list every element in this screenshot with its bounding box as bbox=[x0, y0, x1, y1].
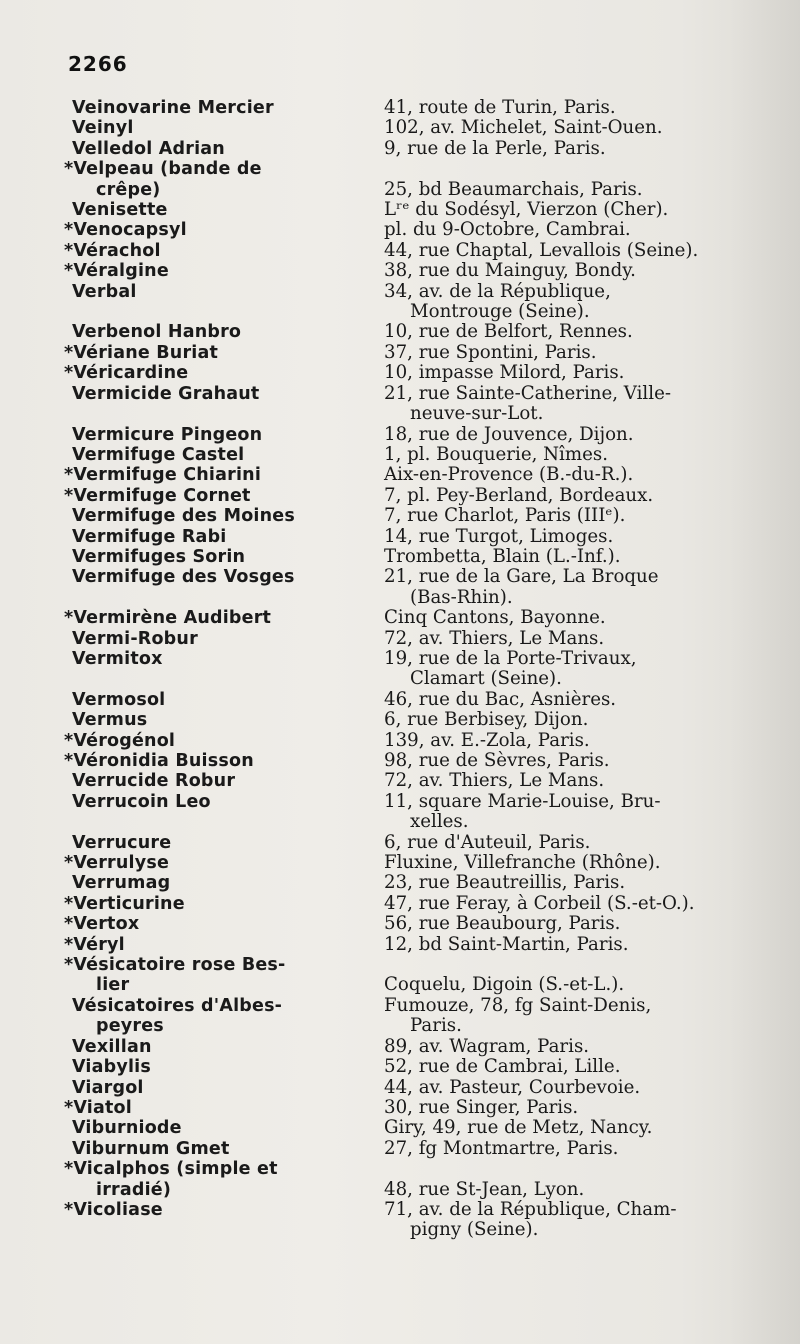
directory-entry bbox=[72, 98, 732, 118]
address-line: 41, route de Turin, Paris. bbox=[384, 97, 616, 118]
address-line: 56, rue Beaubourg, Paris. bbox=[384, 913, 621, 935]
entry-address bbox=[384, 1139, 732, 1159]
address-line: 1, pl. Bouquerie, Nîmes. bbox=[384, 443, 608, 465]
entry-address bbox=[384, 1118, 732, 1138]
entry-name: Verrucure bbox=[72, 832, 172, 853]
entry-name: *Velpeau (bande de bbox=[64, 159, 262, 180]
entry-name: Verrucoin Leo bbox=[72, 791, 211, 812]
directory-entry bbox=[64, 159, 732, 180]
entry-name: Verbenol Hanbro bbox=[72, 322, 242, 343]
entry-name: *Vérachol bbox=[64, 240, 161, 261]
entry-address bbox=[384, 445, 732, 465]
entry-name: *Véralgine bbox=[64, 261, 169, 282]
entry-address bbox=[384, 833, 732, 853]
entry-name: *Viatol bbox=[64, 1097, 132, 1118]
entry-address bbox=[384, 1057, 732, 1077]
address-continuation: Montrouge (Seine). bbox=[410, 301, 590, 323]
address-line: 47, rue Feray, à Corbeil (S.-et-O.). bbox=[384, 892, 695, 914]
address-line: 98, rue de Sèvres, Paris. bbox=[384, 750, 610, 771]
address-line: 10, impasse Milord, Paris. bbox=[384, 362, 625, 384]
directory-entry bbox=[64, 1159, 732, 1180]
entry-name: Vermus bbox=[72, 710, 148, 731]
address-line: 71, av. de la République, Cham- bbox=[384, 1198, 677, 1220]
entry-address bbox=[384, 241, 732, 261]
entry-address bbox=[384, 771, 732, 791]
entry-address bbox=[384, 629, 732, 649]
entry-address bbox=[384, 159, 732, 179]
entry-address bbox=[384, 118, 732, 138]
entry-name: *Véronidia Buisson bbox=[64, 751, 254, 771]
entry-address bbox=[384, 649, 732, 690]
entry-name: *Vermirène Audibert bbox=[64, 608, 272, 629]
entry-name: Vermifuge des Vosges bbox=[72, 567, 295, 588]
entry-name: Viburniode bbox=[72, 1118, 182, 1139]
directory-entry bbox=[64, 341, 732, 363]
directory-entry bbox=[72, 118, 732, 138]
entry-address bbox=[384, 1078, 732, 1098]
address-line: Lʳᵉ du Sodésyl, Vierzon (Cher). bbox=[384, 199, 669, 221]
address-line: 37, rue Spontini, Paris. bbox=[384, 341, 597, 363]
entry-address bbox=[384, 139, 732, 159]
directory-entry bbox=[72, 139, 732, 159]
address-line bbox=[384, 159, 732, 179]
address-line: 44, rue Chaptal, Levallois (Seine). bbox=[384, 239, 699, 261]
entry-name: Vésicatoires d'Albes- bbox=[72, 995, 283, 1016]
directory-entry bbox=[72, 384, 732, 425]
address-line: 139, av. E.-Zola, Paris. bbox=[384, 729, 590, 751]
directory-entry bbox=[72, 629, 732, 649]
entry-name: *Véryl bbox=[64, 934, 125, 955]
entry-name: Vermifuge Rabi bbox=[72, 526, 227, 547]
entry-name: Viargol bbox=[72, 1077, 144, 1098]
entry-list bbox=[64, 97, 732, 1241]
directory-entry bbox=[72, 1118, 732, 1138]
entry-name: Vermifuges Sorin bbox=[72, 546, 246, 567]
address-line: 7, pl. Pey-Berland, Bordeaux. bbox=[384, 484, 654, 506]
entry-name: Venisette bbox=[72, 200, 168, 221]
address-line: Cinq Cantons, Bayonne. bbox=[384, 607, 606, 629]
entry-name: lier bbox=[96, 975, 130, 996]
entry-address bbox=[384, 1159, 732, 1179]
address-continuation: xelles. bbox=[410, 811, 469, 833]
entry-address bbox=[384, 935, 732, 955]
directory-entry bbox=[72, 873, 732, 893]
directory-entry bbox=[72, 996, 732, 1016]
directory-entry bbox=[72, 527, 732, 547]
address-line: 6, rue d'Auteuil, Paris. bbox=[384, 831, 591, 853]
directory-entry bbox=[72, 506, 732, 526]
directory-entry bbox=[64, 362, 732, 384]
address-line: 23, rue Beautreillis, Paris. bbox=[384, 872, 626, 894]
address-line: 11, square Marie-Louise, Bru- bbox=[384, 790, 661, 812]
entry-name: Vermifuge Castel bbox=[72, 444, 245, 465]
entry-name: peyres bbox=[96, 1016, 164, 1037]
entry-address bbox=[384, 322, 732, 342]
directory-entry bbox=[72, 649, 732, 690]
entry-name: *Verticurine bbox=[64, 893, 185, 914]
entry-address bbox=[384, 180, 732, 200]
entry-address bbox=[384, 567, 732, 608]
address-line: 25, bd Beaumarchais, Paris. bbox=[384, 178, 643, 200]
address-line bbox=[384, 1159, 732, 1179]
directory-entry bbox=[72, 322, 732, 342]
directory-entry bbox=[64, 239, 732, 261]
directory-entry bbox=[72, 690, 732, 710]
directory-entry bbox=[72, 1078, 732, 1098]
entry-address bbox=[384, 425, 732, 445]
entry-name: *Véricardine bbox=[64, 363, 189, 384]
entry-name: *Vermifuge Chiarini bbox=[64, 465, 262, 486]
entry-address bbox=[384, 547, 732, 567]
address-line: 46, rue du Bac, Asnières. bbox=[384, 688, 617, 710]
entry-address bbox=[384, 975, 732, 995]
entry-name: Vermi-Robur bbox=[72, 628, 198, 649]
address-line: 72, av. Thiers, Le Mans. bbox=[384, 770, 605, 792]
entry-address bbox=[384, 363, 732, 383]
address-line: pl. du 9-Octobre, Cambrai. bbox=[384, 219, 631, 241]
address-line: 34, av. de la République, bbox=[384, 280, 611, 302]
address-line: 19, rue de la Porte-Trivaux, bbox=[384, 647, 637, 669]
directory-entry bbox=[72, 1037, 732, 1057]
address-line: Fluxine, Villefranche (Rhône). bbox=[384, 852, 661, 874]
entry-name: *Venocapsyl bbox=[64, 220, 187, 241]
entry-address bbox=[384, 220, 732, 240]
entry-name: Viabylis bbox=[72, 1057, 151, 1078]
address-line: 72, av. Thiers, Le Mans. bbox=[384, 627, 605, 649]
entry-name: *Vermifuge Cornet bbox=[64, 485, 251, 506]
entry-name: *Vériane Buriat bbox=[64, 342, 219, 363]
entry-name: Vermicure Pingeon bbox=[72, 424, 263, 445]
directory-entry bbox=[64, 750, 732, 771]
entry-name: Viburnum Gmet bbox=[72, 1138, 230, 1159]
entry-name: Verbal bbox=[72, 281, 137, 302]
directory-entry bbox=[64, 607, 732, 629]
entry-address bbox=[384, 792, 732, 833]
address-line: 48, rue St-Jean, Lyon. bbox=[384, 1178, 585, 1200]
entry-name: Verrumag bbox=[72, 873, 171, 894]
entry-address bbox=[384, 200, 732, 220]
entry-address bbox=[384, 853, 732, 873]
address-line: 38, rue du Mainguy, Bondy. bbox=[384, 260, 636, 282]
entry-address bbox=[384, 710, 732, 730]
entry-name: Vermitox bbox=[72, 648, 163, 669]
directory-entry bbox=[64, 933, 732, 955]
address-line: 10, rue de Belfort, Rennes. bbox=[384, 321, 633, 343]
address-line: Fumouze, 78, fg Saint-Denis, bbox=[384, 994, 652, 1016]
entry-name: irradié) bbox=[96, 1179, 172, 1200]
address-line: 21, rue Sainte-Catherine, Ville- bbox=[384, 382, 671, 404]
directory-entry bbox=[64, 955, 732, 976]
directory-entry bbox=[72, 1180, 732, 1200]
address-line: 14, rue Turgot, Limoges. bbox=[384, 525, 614, 547]
directory-entry bbox=[64, 729, 732, 751]
address-line: 9, rue de la Perle, Paris. bbox=[384, 137, 606, 159]
entry-name: Vexillan bbox=[72, 1036, 152, 1057]
entry-address bbox=[384, 996, 732, 1016]
entry-name: *Vérogénol bbox=[64, 730, 176, 751]
address-line: 6, rue Berbisey, Dijon. bbox=[384, 709, 589, 731]
entry-name: Veinovarine Mercier bbox=[72, 98, 274, 118]
directory-entry bbox=[72, 547, 732, 567]
directory-entry bbox=[64, 852, 732, 874]
address-line: 27, fg Montmartre, Paris. bbox=[384, 1137, 619, 1159]
entry-name: *Vicalphos (simple et bbox=[64, 1159, 278, 1180]
bleed-through-shadow bbox=[730, 0, 800, 1344]
entry-address bbox=[384, 731, 732, 751]
entry-address bbox=[384, 506, 732, 526]
entry-name: *Vertox bbox=[64, 914, 140, 935]
directory-entry bbox=[72, 975, 732, 995]
directory-entry bbox=[72, 567, 732, 608]
directory-entry bbox=[72, 445, 732, 465]
entry-name: crêpe) bbox=[96, 179, 161, 200]
directory-entry bbox=[64, 913, 732, 935]
entry-address bbox=[384, 894, 732, 914]
address-line: 18, rue de Jouvence, Dijon. bbox=[384, 423, 634, 445]
directory-entry bbox=[64, 1096, 732, 1118]
directory-entry bbox=[72, 1057, 732, 1077]
page-number: 2266 bbox=[68, 52, 128, 76]
address-continuation: (Bas-Rhin). bbox=[410, 586, 513, 608]
address-continuation: neuve-sur-Lot. bbox=[410, 403, 544, 425]
entry-address bbox=[384, 282, 732, 323]
address-line: 52, rue de Cambrai, Lille. bbox=[384, 1056, 621, 1078]
entry-address bbox=[384, 690, 732, 710]
entry-address bbox=[384, 751, 732, 771]
directory-entry bbox=[72, 710, 732, 730]
entry-name: Veinyl bbox=[72, 118, 134, 139]
entry-address bbox=[384, 914, 732, 934]
address-line: 7, rue Charlot, Paris (IIIᵉ). bbox=[384, 505, 626, 527]
entry-address bbox=[384, 465, 732, 485]
entry-name: Velledol Adrian bbox=[72, 138, 225, 159]
entry-address bbox=[384, 1016, 732, 1036]
address-line: Aix-en-Provence (B.-du-R.). bbox=[384, 464, 634, 486]
address-line: Trombetta, Blain (L.-Inf.). bbox=[384, 545, 621, 567]
entry-name: *Verrulyse bbox=[64, 853, 170, 874]
directory-entry bbox=[64, 219, 732, 241]
entry-address bbox=[384, 98, 732, 118]
address-continuation: Clamart (Seine). bbox=[410, 668, 562, 690]
directory-entry bbox=[64, 484, 732, 506]
directory-entry bbox=[72, 282, 732, 323]
directory-entry bbox=[72, 833, 732, 853]
entry-name: Vermosol bbox=[72, 689, 166, 710]
entry-address bbox=[384, 384, 732, 425]
entry-address bbox=[384, 486, 732, 506]
entry-name: *Vésicatoire rose Bes- bbox=[64, 955, 286, 976]
address-line bbox=[384, 955, 732, 975]
entry-address bbox=[384, 873, 732, 893]
address-continuation: pigny (Seine). bbox=[410, 1219, 539, 1241]
directory-entry bbox=[72, 792, 732, 833]
address-line: 12, bd Saint-Martin, Paris. bbox=[384, 933, 629, 955]
entry-address bbox=[384, 261, 732, 281]
directory-entry bbox=[72, 771, 732, 791]
entry-address bbox=[384, 343, 732, 363]
directory-entry bbox=[64, 1198, 732, 1241]
directory-entry bbox=[72, 180, 732, 200]
directory-entry bbox=[72, 1139, 732, 1159]
address-line: 44, av. Pasteur, Courbevoie. bbox=[384, 1076, 641, 1098]
entry-address bbox=[384, 527, 732, 547]
entry-address bbox=[384, 1037, 732, 1057]
address-line: Paris. bbox=[410, 1015, 462, 1037]
address-line: Coquelu, Digoin (S.-et-L.). bbox=[384, 974, 625, 996]
entry-name: Verrucide Robur bbox=[72, 771, 236, 792]
directory-entry bbox=[64, 892, 732, 914]
address-line: 89, av. Wagram, Paris. bbox=[384, 1035, 590, 1057]
address-line: 21, rue de la Gare, La Broque bbox=[384, 566, 659, 588]
entry-address bbox=[384, 1200, 732, 1241]
address-line: 102, av. Michelet, Saint-Ouen. bbox=[384, 117, 663, 139]
address-line: Giry, 49, rue de Metz, Nancy. bbox=[384, 1117, 653, 1139]
directory-entry bbox=[64, 260, 732, 282]
directory-entry bbox=[72, 200, 732, 220]
entry-address bbox=[384, 1180, 732, 1200]
entry-address bbox=[384, 1098, 732, 1118]
directory-entry bbox=[72, 1016, 732, 1036]
entry-name: Vermicide Grahaut bbox=[72, 383, 260, 404]
entry-name: *Vicoliase bbox=[64, 1199, 163, 1220]
directory-entry bbox=[64, 464, 732, 486]
directory-entry bbox=[72, 425, 732, 445]
entry-address bbox=[384, 955, 732, 975]
entry-name: Vermifuge des Moines bbox=[72, 506, 295, 527]
entry-address bbox=[384, 608, 732, 628]
address-line: 30, rue Singer, Paris. bbox=[384, 1096, 579, 1118]
